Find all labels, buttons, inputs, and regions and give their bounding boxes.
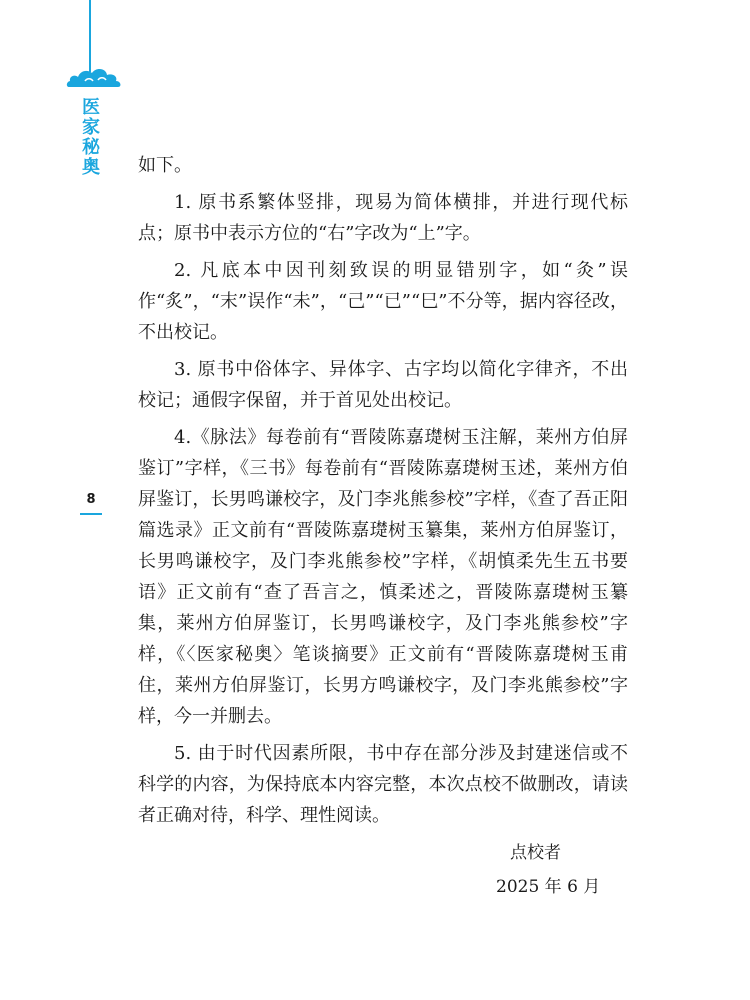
margin-rule xyxy=(89,0,91,72)
list-item: 4.《脉法》每卷前有“晋陵陈嘉璴树玉注解，莱州方伯屏鉴订”字样，《三书》每卷前有“晋陵陈嘉璴树玉述，莱州方伯屏鉴订，长男鸣谦校字，及门李兆熊参校”字样，《查了吾正阳篇选录》正文前有“晋陵陈嘉璴树玉纂集，莱州方伯屏鉴订，长男鸣谦校字，及门李兆熊参校”字样，《胡慎柔先生五书要语》正文前有“查了吾言之，慎柔述之，晋陵陈嘉璴树玉纂集，莱州方伯屏鉴订，长男鸣谦校字，及门李兆熊参校”字样，《〈医家秘奥〉笔谈摘要》正文前有“晋陵陈嘉璴树玉甫住，莱州方伯屏鉴订，长男方鸣谦校字，及门李兆熊参校”字样，今一并删去。 xyxy=(138,427,628,727)
page-number: 8 xyxy=(86,492,96,507)
main-text xyxy=(138,150,628,837)
list-item: 2. 凡底本中因刊刻致误的明显错别字，如“灸”误作“炙”，“末”误作“未”，“己”“已”“巳”不分等，据内容径改，不出校记。 xyxy=(138,260,628,343)
date: 2025 年 6 月 xyxy=(496,877,601,897)
signer: 点校者 xyxy=(510,843,561,863)
opening-line: 如下。 xyxy=(138,155,192,176)
book-title-vertical: 医家秘奥 xyxy=(82,97,100,178)
list-item: 1. 原书系繁体竖排，现易为简体横排，并进行现代标点；原书中表示方位的“右”字改为“上”字。 xyxy=(138,192,628,244)
list-item: 3. 原书中俗体字、异体字、古字均以简化字律齐，不出校记；通假字保留，并于首见处出校记。 xyxy=(138,359,628,411)
page-number-underline xyxy=(80,513,102,515)
cloud-icon xyxy=(65,63,123,93)
list-item: 5. 由于时代因素所限，书中存在部分涉及封建迷信或不科学的内容，为保持底本内容完整，本次点校不做删改，请读者正确对待，科学、理性阅读。 xyxy=(138,743,628,826)
